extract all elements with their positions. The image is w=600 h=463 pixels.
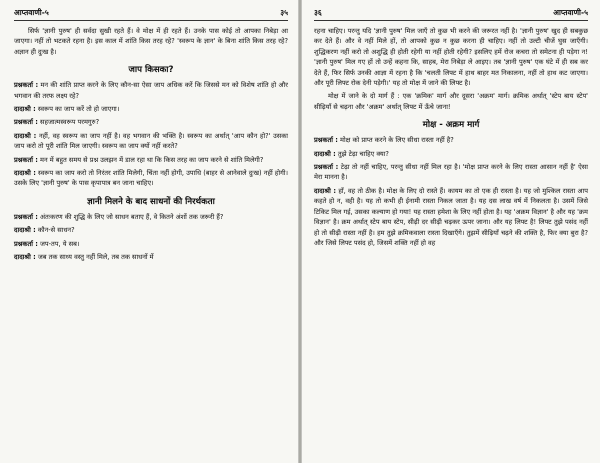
right-page-number: ३६ — [314, 8, 322, 17]
speaker-label: प्रश्नकर्ता : — [14, 212, 38, 221]
dialogue-text: तुझे टेढ़ा चाहिए क्या? — [337, 149, 389, 158]
dialogue-text: जब तक साध्य वस्तु नहीं मिले, तब तक साधनों में — [37, 253, 154, 262]
paragraph — [314, 26, 588, 88]
paragraph-text: सिर्फ 'ज्ञानी पुरुष' ही सर्वदा सुखी रहते हैं। वे मोक्ष में ही रहते हैं। उनके पास कोई तो आपका निबेड़ा आ जाएगा। नहीं तो भटकते रहना है। इस काल में शांति किस तरह रहे? 'स्वरूप के ज्ञान' के बिना शांति किस तरह रहे? अज्ञान ही दुःख है। — [14, 27, 288, 56]
dialogue-text: मोक्ष को प्राप्त करने के लिए सीधा रास्ता नहीं है? — [340, 136, 454, 145]
right-page-header — [314, 8, 588, 21]
speaker-label: प्रश्नकर्ता : — [14, 118, 38, 127]
dialogue-paragraph — [314, 135, 588, 145]
dialogue-text: मन में बहुत समय से प्रश्न उलझन में डाल रहा था कि किस तरह का जाप करने से शांति मिलेगी? — [40, 155, 264, 164]
dialogue-text: स्वरूप का जाप करो तो निरंतर शांति मिलेगी, चिंता नहीं होगी, उपाधि (बाहर से आनेवाले दुःख) नहीं होगी। उसके लिए 'ज्ञानी पुरुष' के पास कृपापात्र बन जाना चाहिए। — [14, 169, 288, 188]
dialogue-text: अंतःकरण की शुद्धि के लिए जो साधन बताए हैं, वे कितने अंशों तक जरूरी हैं? — [40, 212, 224, 221]
speaker-label: प्रश्नकर्ता : — [14, 239, 38, 248]
speaker-label: दादाश्री : — [14, 131, 37, 140]
dialogue-text: स्वरूप का जाप करें तो हो जाएगा। — [37, 105, 120, 114]
left-page-header — [14, 8, 288, 21]
speaker-label: प्रश्नकर्ता : — [314, 163, 339, 172]
dialogue-paragraph — [14, 80, 288, 101]
dialogue-paragraph — [14, 155, 288, 165]
dialogue-paragraph — [14, 212, 288, 222]
dialogue-paragraph — [14, 117, 288, 127]
dialogue-text: सहजात्मस्वरूप परमगुरु? — [40, 118, 100, 127]
paragraph-text: रहना चाहिए। परन्तु यदि 'ज्ञानी पुरुष' मिल जाएँ तो कुछ भी करने की जरूरत नहीं है। 'ज्ञानी पुरुष' खुद ही सबकुछ कर देते हैं। और वे नहीं मिले हों, तो आपको कुछ न कुछ करना ही चाहिए। नहीं तो उल्टी चीजें घुस जाएँगी। शुद्धिकरण नहीं करो तो अशुद्धि ही होती रहेगी या नहीं होती रहेगी? इसलिए हमें रोज कचरा तो समेटना ही पड़ेगा न! 'ज्ञानी पुरुष' मिल गए हों तो उन्हें कहना कि, साहब, मेरा निबेड़ा ले आइए। तब 'ज्ञानी पुरुष' एक घंटे में ही सब कर देते हैं, फिर सिर्फ उनकी आज्ञा में रहना है कि 'चलती लिफ्ट में हाथ बाहर मत निकालना, नहीं तो हाथ कट जाएगा। और पूरी लिफ्ट रोक देनी पड़ेगी।' यह तो मोक्ष में जाने की लिफ्ट है। — [314, 27, 588, 88]
paragraph-text: मोक्ष में जाने के दो मार्ग हैं : एक 'क्रमिक' मार्ग और दूसरा 'अक्रम' मार्ग। क्रमिक अर्थात् 'स्टेप बाय स्टेप' सीढ़ियाँ से चढ़ना और 'अक्रम' अर्थात् लिफ्ट में ऊँचे जाना! — [314, 92, 588, 111]
dialogue-paragraph — [314, 186, 588, 248]
speaker-label: दादाश्री : — [14, 226, 36, 235]
section-heading: ज्ञानी मिलने के बाद साधनों की निरर्थकता — [87, 196, 215, 207]
dialogue-text: नहीं, वह स्वरूप का जाप नहीं है। वह भगवान की भक्ति है। स्वरूप का अर्थात् 'आप कौन हो?' उसका जाप करो तो पूरी शांति मिल जाएगी। स्वरूप का जाप क्यों नहीं करते? — [14, 131, 288, 151]
dialogue-paragraph — [14, 168, 288, 189]
dialogue-paragraph — [14, 131, 288, 152]
dialogue-text: टेढ़ा तो नहीं चाहिए, परन्तु सीधा नहीं मिल रहा है। 'मोक्ष प्राप्त करने के लिए रास्ता आसान नहीं है' ऐसा मेरा मानना है। — [314, 163, 588, 182]
dialogue-text: जप-तप, ये सब। — [40, 239, 80, 248]
paragraph — [14, 26, 288, 57]
section-heading: मोक्ष - अक्रम मार्ग — [422, 120, 480, 131]
right-running-title: आप्तवाणी-५ — [553, 8, 588, 17]
speaker-label: दादाश्री : — [314, 186, 336, 195]
dialogue-text: मन की शांति प्राप्त करने के लिए कौन-सा ऐसा जाप अधिक करें कि जिससे मन को विशेष शांति हो और भगवान की तरफ लक्ष्य रहे? — [14, 81, 288, 100]
speaker-label: दादाश्री : — [14, 169, 36, 178]
paragraph — [314, 91, 588, 112]
right-page — [302, 0, 600, 463]
dialogue-paragraph — [14, 252, 288, 262]
left-page — [0, 0, 298, 463]
dialogue-paragraph — [314, 149, 588, 159]
speaker-label: दादाश्री : — [14, 105, 36, 114]
dialogue-paragraph — [14, 225, 288, 235]
left-page-number: ३५ — [280, 8, 288, 17]
speaker-label: प्रश्नकर्ता : — [14, 155, 38, 164]
left-running-title: आप्तवाणी-५ — [14, 8, 49, 17]
dialogue-paragraph — [14, 104, 288, 114]
section-heading: जाप किसका? — [128, 65, 174, 76]
speaker-label: प्रश्नकर्ता : — [314, 136, 338, 145]
dialogue-paragraph — [314, 162, 588, 183]
speaker-label: दादाश्री : — [314, 149, 336, 158]
dialogue-text: हाँ, वह तो ठीक है। मोक्ष के लिए दो रास्ते हैं। कायम का तो एक ही रास्ता है। यह जो मुश्किल रास्ता आप कहते हो न, वही है। यह तो कभी ही ईनामी रास्ता निकल जाता है। यह दस लाख वर्ष में निकलता है। उसमें जिसे टिकिट मिल गई, उसका कल्याण हो गया! यह रास्ता हमेशा के लिए नहीं होता है। यह 'अक्रम विज्ञान' है और यह 'क्रम विज्ञान' है। क्रम अर्थात् स्टेप बाय स्टेप, सीढ़ी दर सीढ़ी चढ़कर ऊपर जाना। और यह लिफ्ट है! लिफ्ट तुझे पसंद नहीं हो तो सीढ़ी रास्ता नहीं है। हम तुझे क्रमिकवाला रास्ता दिखाएँगे। तुझमें सीढ़ियाँ चढ़ने की शक्ति है, फिर क्या बुरा है? और जिसे लिफ्ट पसंद हो, जिसमें शक्ति नहीं हो वह — [314, 186, 588, 247]
speaker-label: प्रश्नकर्ता : — [14, 81, 39, 90]
dialogue-paragraph — [14, 239, 288, 249]
speaker-label: दादाश्री : — [14, 253, 36, 262]
dialogue-text: कौन-से साधन? — [37, 226, 75, 235]
